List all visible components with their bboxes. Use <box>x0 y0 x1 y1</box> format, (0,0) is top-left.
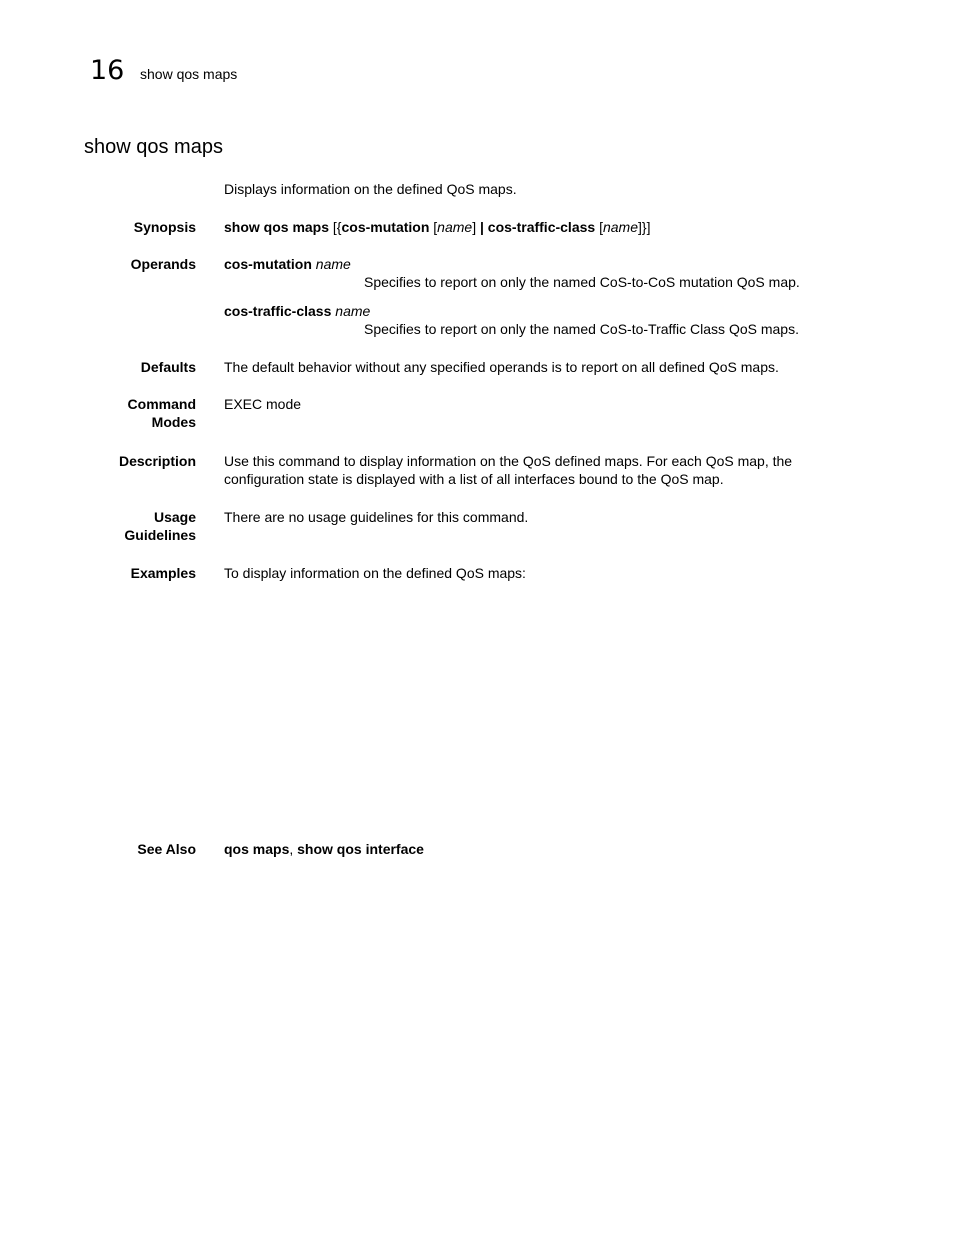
label-line: Command <box>127 396 196 412</box>
synopsis-argument: name <box>437 219 473 235</box>
synopsis-argument: name <box>602 219 638 235</box>
label-line: Usage <box>153 509 196 525</box>
synopsis-punct: [{ <box>329 219 342 235</box>
operand-argument: name <box>335 303 371 319</box>
synopsis-punct: [ <box>595 219 603 235</box>
operands-label: Operands <box>130 256 196 272</box>
operand-term <box>224 302 370 320</box>
synopsis-label: Synopsis <box>133 219 196 235</box>
synopsis-punct: [ <box>429 219 438 235</box>
operand-keyword: cos-traffic-class <box>224 303 332 319</box>
synopsis-punct: ]}] <box>638 219 651 235</box>
synopsis-text <box>224 218 650 236</box>
command-modes-label <box>128 395 196 431</box>
label-line: Guidelines <box>124 527 196 543</box>
description-line: Use this command to display information on the QoS defined maps. For each QoS map, the <box>224 453 793 469</box>
command-modes-text: EXEC mode <box>224 396 302 412</box>
defaults-text: The default behavior without any specified operands is to report on all defined QoS maps. <box>224 359 779 375</box>
description-label: Description <box>118 453 196 469</box>
synopsis-option: cos-mutation <box>341 219 430 235</box>
see-also-label: See Also <box>137 841 196 857</box>
defaults-label: Defaults <box>140 359 196 375</box>
see-also-link-qos-maps[interactable]: qos maps <box>224 841 290 857</box>
section-title: show qos maps <box>84 136 223 158</box>
see-also-link-show-qos-interface[interactable]: show qos interface <box>297 841 424 857</box>
usage-guidelines-label <box>124 508 196 544</box>
description-line: configuration state is displayed with a list of all interfaces bound to the QoS map. <box>224 471 724 487</box>
operand-description: Specifies to report on only the named CoS-to-CoS mutation QoS map. <box>364 274 800 290</box>
chapter-number: 16 <box>90 55 125 86</box>
running-header-title: show qos maps <box>140 66 238 82</box>
examples-label: Examples <box>130 565 196 581</box>
synopsis-option: cos-traffic-class <box>487 219 596 235</box>
operand-keyword: cos-mutation <box>224 256 312 272</box>
synopsis-pipe: | <box>479 219 484 235</box>
see-also-separator: , <box>289 841 298 857</box>
examples-text: To display information on the defined QoS maps: <box>224 565 526 581</box>
label-line: Modes <box>151 414 196 430</box>
synopsis-command: show qos maps <box>224 219 330 235</box>
usage-guidelines-text: There are no usage guidelines for this command. <box>224 509 529 525</box>
description-text <box>224 452 792 488</box>
operand-term <box>224 255 351 273</box>
synopsis-punct: ] <box>472 219 480 235</box>
intro-text: Displays information on the defined QoS maps. <box>224 181 517 197</box>
operand-description: Specifies to report on only the named CoS-to-Traffic Class QoS maps. <box>364 321 799 337</box>
see-also-links <box>224 840 424 858</box>
operand-argument: name <box>315 256 351 272</box>
